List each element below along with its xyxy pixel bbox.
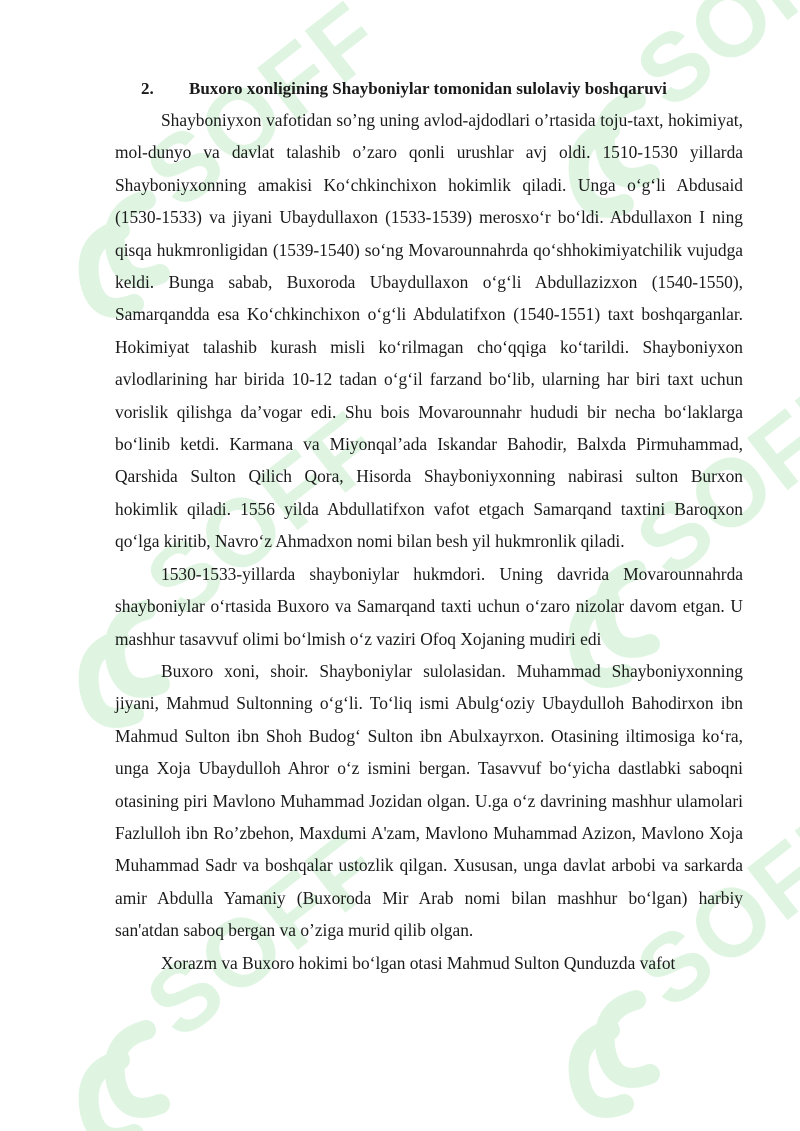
- paragraph-2: 1530-1533-yillarda shayboniylar hukmdori. Uning davrida Movarounnahrda shayboniylar o‘rtasida Buxoro va Samarqand taxti uchun o‘zaro nizolar davom etgan. U mashhur tasavvuf olimi bo‘lmish o‘z vaziri Ofoq Xojaning mudiri edi: [115, 563, 743, 649]
- paragraph-1: Shayboniyxon vafotidan so’ng uning avlod-ajdodlari o’rtasida toju-taxt, hokimiyat, mol-dunyo va davlat talashib o’zaro qonli urushlar avj oldi. 1510-1530 yillarda Shayboniyxonning amakisi Ko‘chkinchixon hokimlik qiladi. Unga o‘g‘li Abdusaid (1530-1533) va jiyani Ubaydullaxon (1533-1539) merosxo‘r bo‘ldi. Abdullaxon I ning qisqa hukmronligidan (1539-1540) so‘ng Movarounnahrda qo‘shhokimiyatchilik vujudga keldi. Bunga sabab, Buxoroda Ubaydullaxon o‘g‘li Abdullazizxon (1540-1550), Samarqandda esa Ko‘chkinchixon o‘g‘li Abdulatifxon (1540-1551) taxt boshqarganlar. Hokimiyat talashib kurash misli ko‘rilmagan cho‘qqiga ko‘tarildi. Shayboniyxon avlodlarining har birida 10-12 tadan o‘g‘il farzand bo‘lib, ularning har biri taxt uchun vorislik qilishga da’vogar edi. Shu bois Movarounnahr hududi bir necha bo‘laklarga bo‘linib ketdi. Karmana va Miyonqal’ada Iskandar Bahodir, Balxda Pirmuhammad, Qarshida Sulton Qilich Qora, Hisorda Shayboniyxonning nabirasi sulton Burxon hokimlik qiladi. 1556 yilda Abdullatifxon vafot etgach Samarqand taxtini Baroqxon qo‘lga kiritib, Navro‘z Ahmadxon nomi bilan besh yil hukmronlik qiladi.: [115, 110, 743, 552]
- paragraph-3: Buxoro xoni, shoir. Shayboniylar sulolasidan. Muhammad Shayboniyxonning jiyani, Mahmud Sultonning o‘g‘li. To‘liq ismi Abulg‘oziy Ubaydulloh Bahodirxon ibn Mahmud Sulton ibn Shoh Budog‘ Sulton ibn Abulxayrxon. Otasining iltimosiga ko‘ra, unga Xoja Ubaydulloh Ahror o‘z ismini bergan. Tasavvuf bo‘yicha dastlabki saboqni otasining piri Mavlono Muhammad Jozidan olgan. U.ga o‘z davrining mashhur ulamolari Fazlulloh ibn Ro’zbehon, Maxdumi A'zam, Mavlono Muhammad Azizon, Mavlono Xoja Muhammad Sadr va boshqalar ustozlik qilgan. Xususan, unga davlat arbobi va sarkarda amir Abdulla Yamaniy (Buxoroda Mir Arab nomi bilan mashhur bo‘lgan) harbiy san'atdan saboq bergan va o’ziga murid qilib olgan.: [115, 660, 743, 941]
- section-number: 2.: [141, 79, 154, 98]
- section-heading: [115, 75, 743, 103]
- section-title: Buxoro xonligining Shayboniylar tomonidan sulolaviy boshqaruvi: [189, 79, 667, 98]
- paragraph-4: Xorazm va Buxoro hokimi bo‘lgan otasi Mahmud Sulton Qunduzda vafot: [161, 952, 676, 973]
- document-page: [115, 75, 743, 979]
